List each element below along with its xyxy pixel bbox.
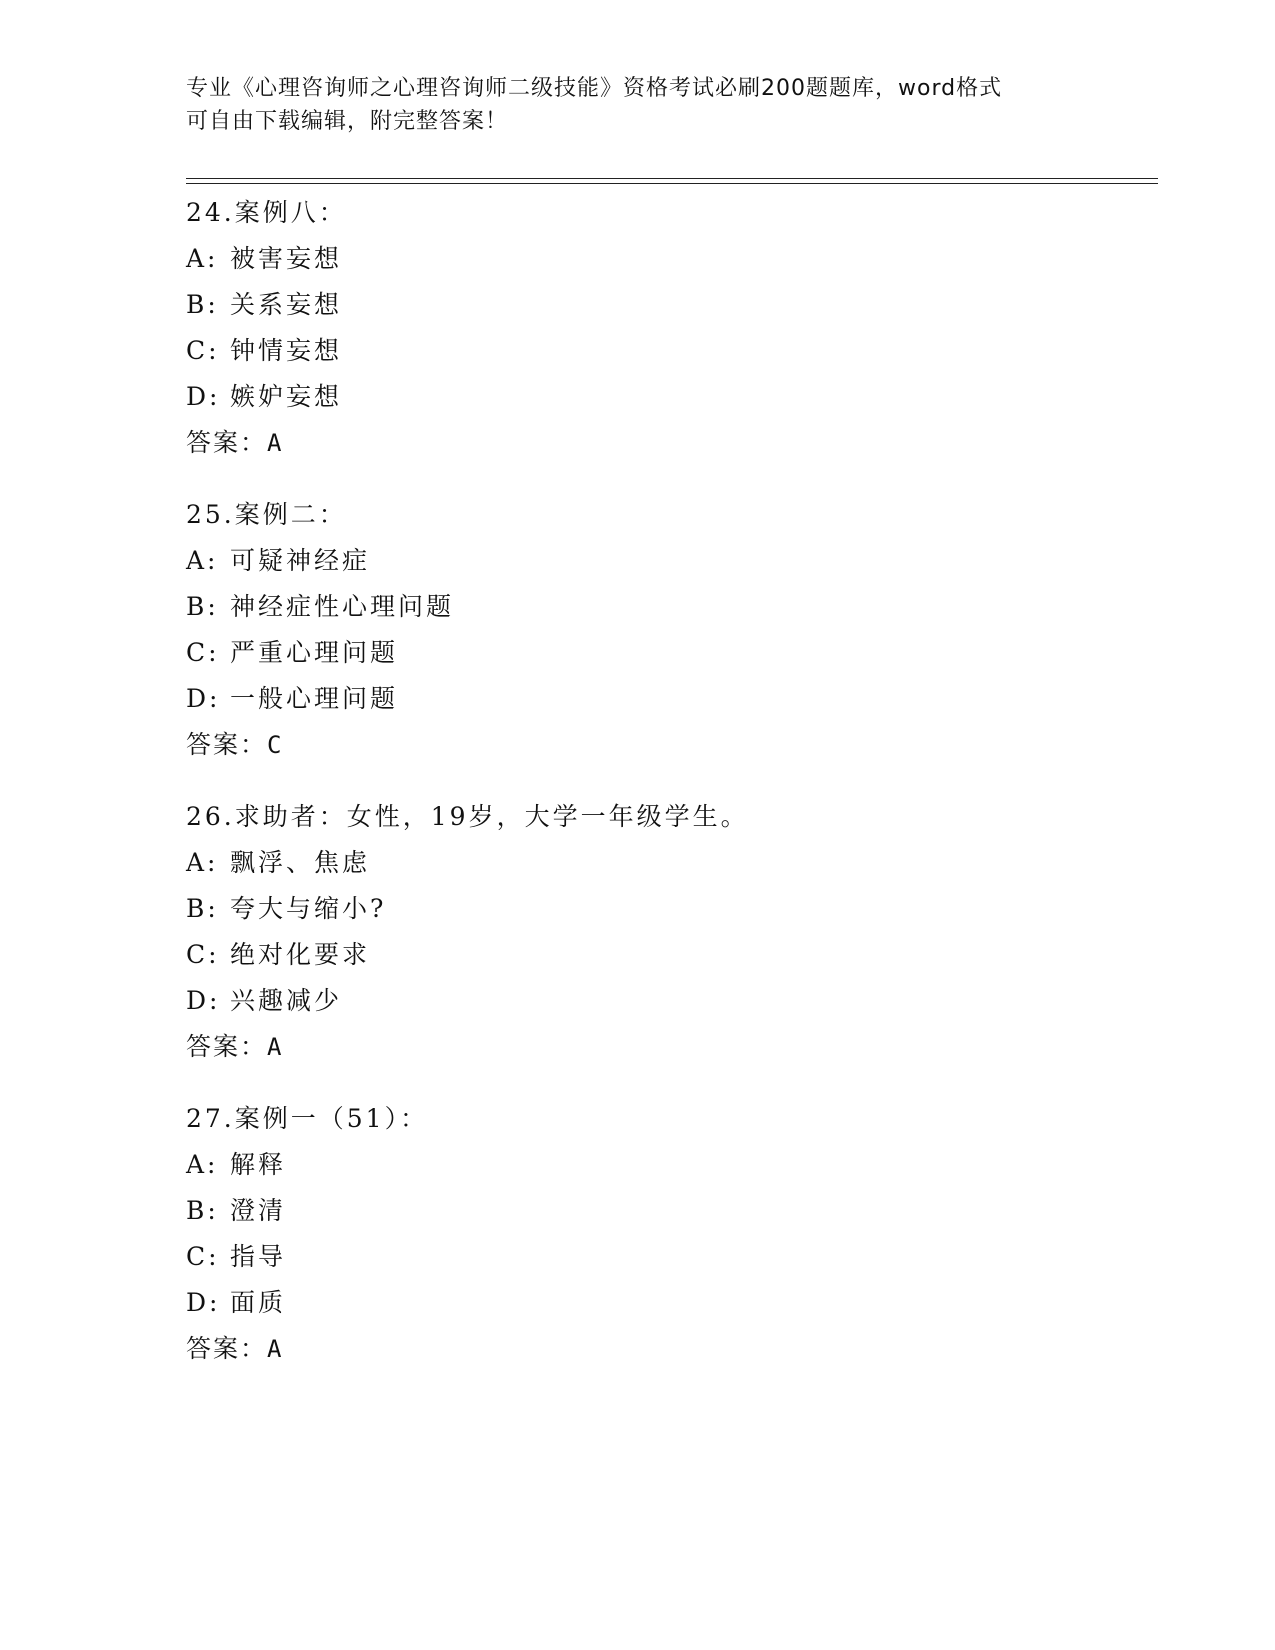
option-text: 解释 — [230, 1150, 287, 1179]
option-a — [186, 840, 1146, 886]
question-stem: 24.案例八： — [186, 198, 347, 227]
option-b — [186, 282, 1146, 328]
option-letter: C: — [186, 638, 220, 667]
option-letter: A: — [186, 1150, 219, 1179]
answer-label: 答案： — [186, 730, 268, 759]
answer-label: 答案： — [186, 428, 268, 457]
option-text: 钟情妄想 — [230, 336, 343, 365]
option-letter: A: — [186, 244, 219, 273]
option-text: 神经症性心理问题 — [230, 592, 455, 621]
option-a — [186, 1142, 1146, 1188]
option-d — [186, 676, 1146, 722]
option-a — [186, 538, 1146, 584]
option-text: 一般心理问题 — [230, 684, 399, 713]
option-letter: C: — [186, 1242, 220, 1271]
option-letter: B: — [186, 1196, 219, 1225]
option-text: 绝对化要求 — [230, 940, 371, 969]
question-item — [186, 794, 1146, 1070]
option-text: 面质 — [230, 1288, 287, 1317]
answer-line — [186, 722, 1146, 768]
question-stem: 25.案例二： — [186, 500, 347, 529]
option-letter: B: — [186, 290, 219, 319]
option-letter: D: — [186, 684, 221, 713]
option-letter: B: — [186, 592, 219, 621]
option-text: 兴趣减少 — [230, 986, 343, 1015]
option-letter: D: — [186, 382, 221, 411]
question-item — [186, 190, 1146, 466]
option-text: 关系妄想 — [230, 290, 343, 319]
question-stem: 27.案例一（51）： — [186, 1104, 429, 1133]
option-text: 嫉妒妄想 — [230, 382, 343, 411]
header-divider-top — [186, 178, 1158, 179]
option-letter: C: — [186, 940, 220, 969]
option-letter: C: — [186, 336, 220, 365]
option-b — [186, 1188, 1146, 1234]
option-letter: A: — [186, 848, 219, 877]
option-c — [186, 630, 1146, 676]
option-b — [186, 886, 1146, 932]
option-text: 夸大与缩小? — [230, 894, 387, 923]
option-text: 指导 — [230, 1242, 287, 1271]
answer-line — [186, 420, 1146, 466]
answer-value: A — [267, 429, 282, 457]
option-text: 严重心理问题 — [230, 638, 399, 667]
document-header — [186, 72, 1086, 138]
answer-value: A — [267, 1335, 282, 1363]
question-item — [186, 492, 1146, 768]
header-line-1: 专业《心理咨询师之心理咨询师二级技能》资格考试必刷200题题库，word格式 — [186, 76, 1003, 101]
option-c — [186, 328, 1146, 374]
answer-label: 答案： — [186, 1032, 268, 1061]
answer-label: 答案： — [186, 1334, 268, 1363]
option-text: 被害妄想 — [230, 244, 343, 273]
header-line-2: 可自由下载编辑，附完整答案！ — [186, 109, 509, 134]
answer-line — [186, 1024, 1146, 1070]
answer-line — [186, 1326, 1146, 1372]
option-d — [186, 1280, 1146, 1326]
answer-value: C — [267, 731, 282, 759]
option-a — [186, 236, 1146, 282]
header-divider-bottom — [186, 183, 1158, 184]
option-letter: D: — [186, 986, 221, 1015]
option-d — [186, 978, 1146, 1024]
question-list — [186, 190, 1146, 1398]
option-d — [186, 374, 1146, 420]
option-letter: D: — [186, 1288, 221, 1317]
question-stem: 26.求助者：女性，19岁，大学一年级学生。 — [186, 802, 749, 831]
question-item — [186, 1096, 1146, 1372]
option-text: 澄清 — [230, 1196, 287, 1225]
option-letter: B: — [186, 894, 219, 923]
option-text: 可疑神经症 — [230, 546, 371, 575]
option-b — [186, 584, 1146, 630]
option-letter: A: — [186, 546, 219, 575]
answer-value: A — [267, 1033, 282, 1061]
option-text: 飘浮、焦虑 — [230, 848, 371, 877]
option-c — [186, 1234, 1146, 1280]
option-c — [186, 932, 1146, 978]
